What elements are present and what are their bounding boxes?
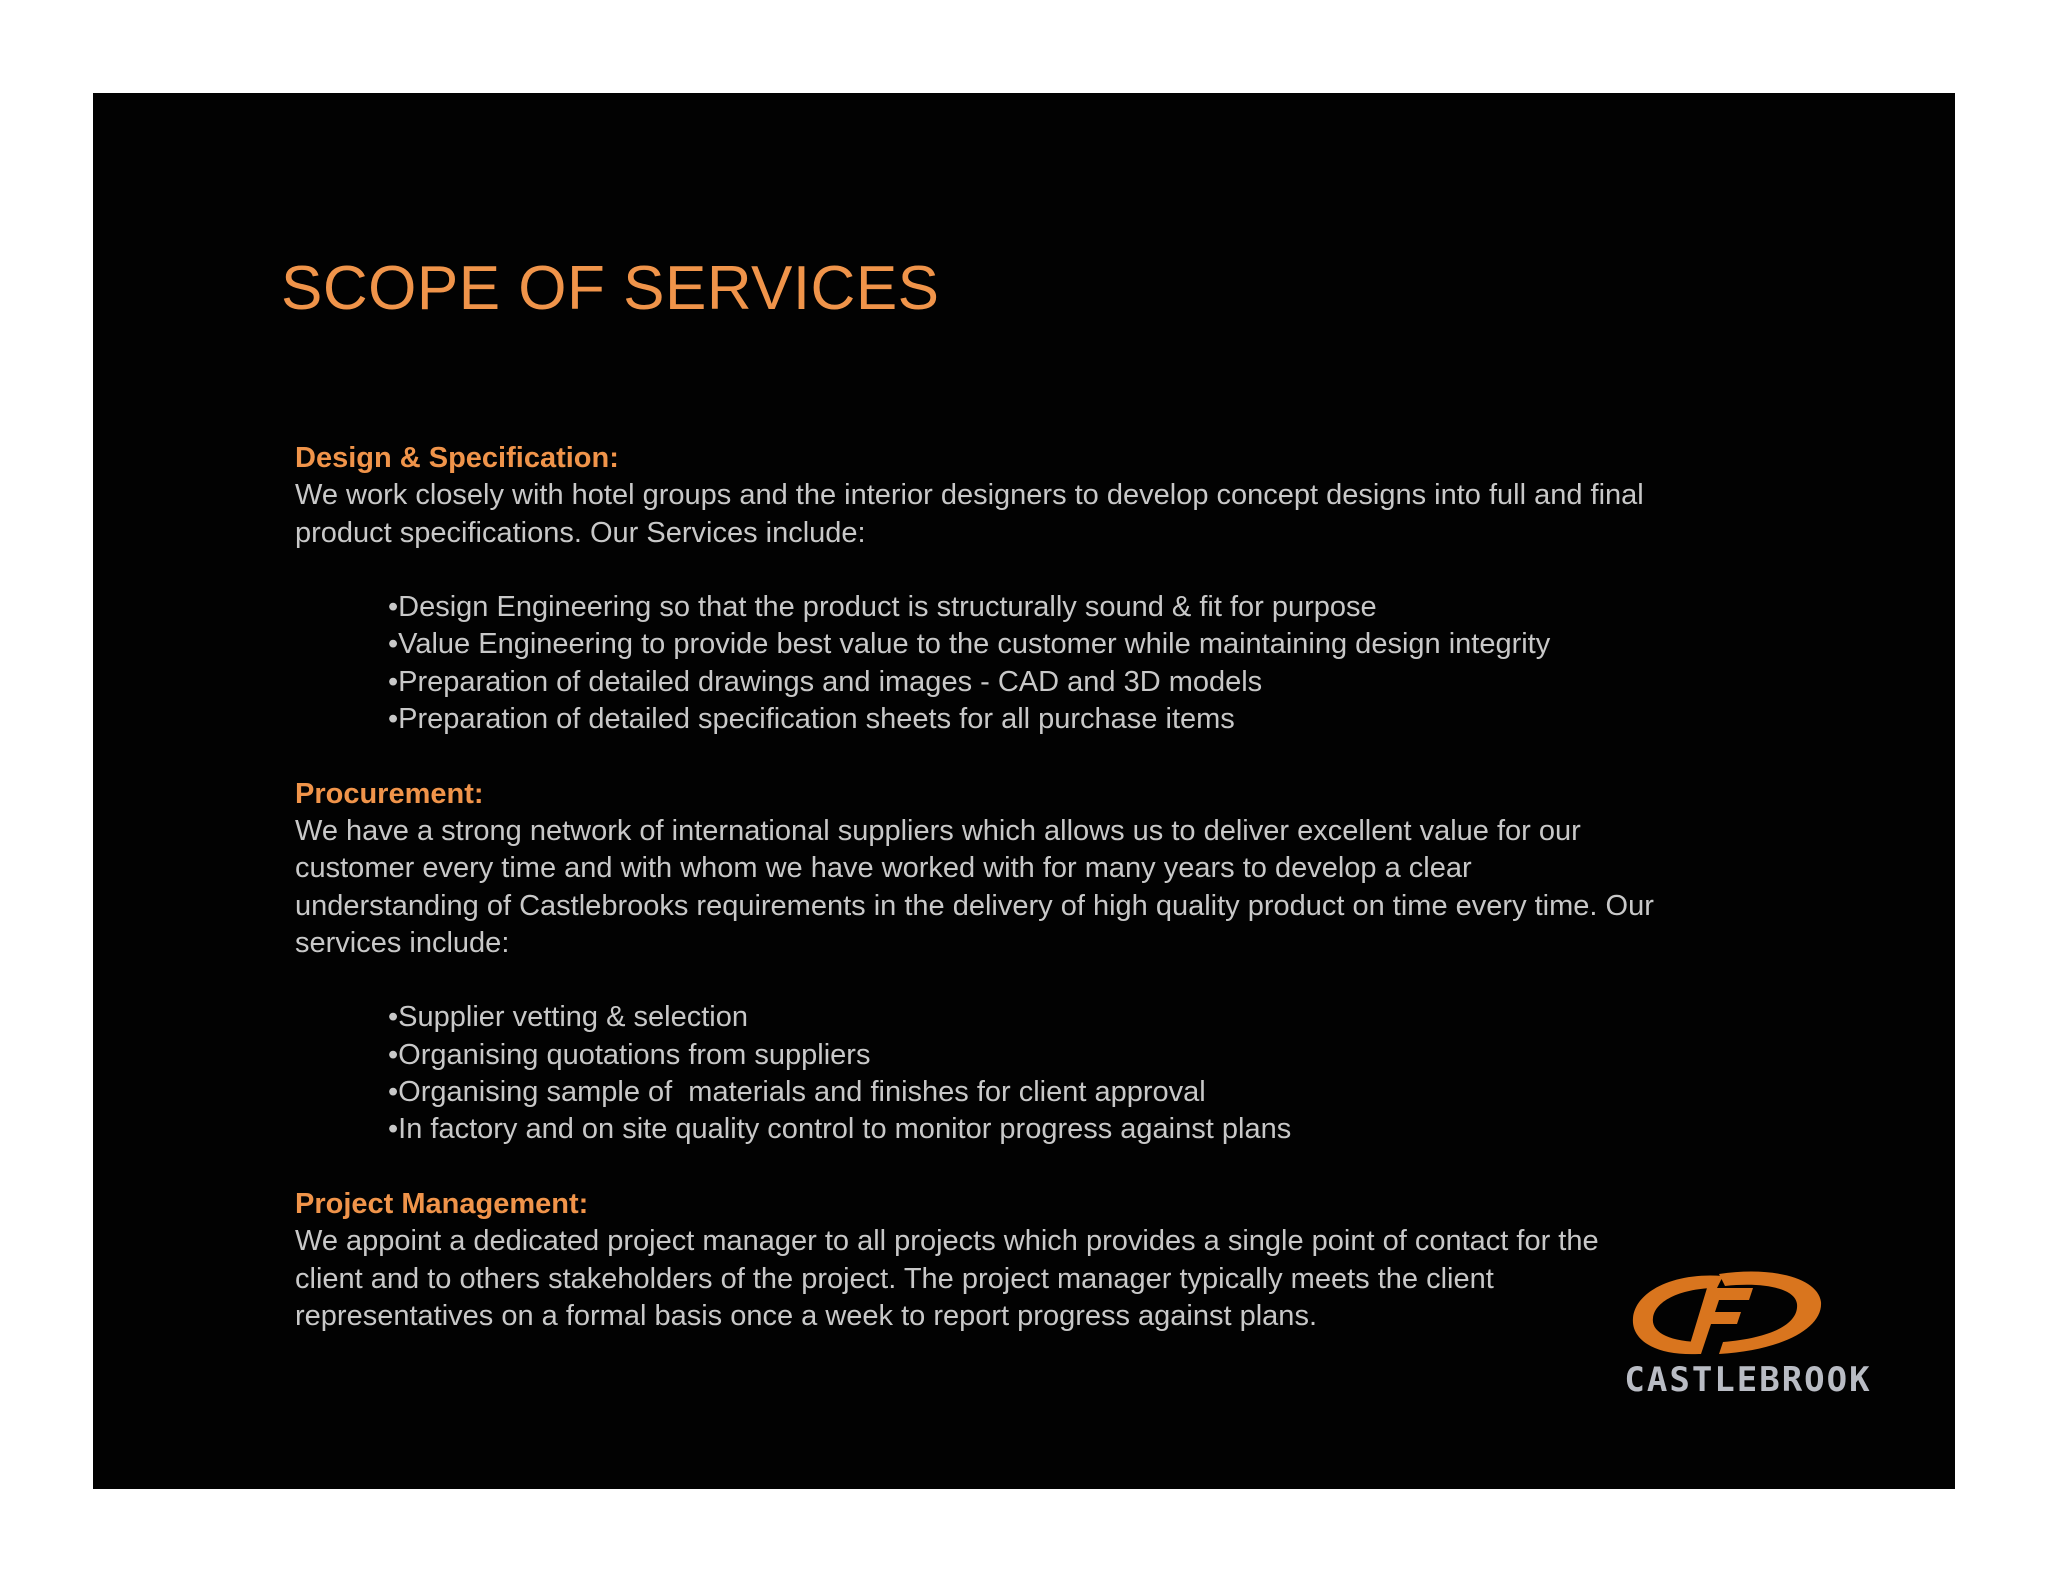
section-text-line: representatives on a formal basis once a week to report progress against plans. bbox=[295, 1299, 1317, 1332]
slide-body bbox=[295, 440, 1785, 1335]
bullet-icon: • bbox=[388, 591, 399, 624]
castlebrook-cf-logo-icon bbox=[1603, 1258, 1893, 1363]
bullet-icon: • bbox=[388, 665, 399, 698]
list-item: •Organising quotations from suppliers bbox=[388, 1038, 871, 1071]
bullet-icon: • bbox=[388, 1113, 399, 1146]
bullet-icon: • bbox=[388, 1038, 399, 1071]
page-title: SCOPE OF SERVICES bbox=[281, 254, 940, 323]
bullet-icon: • bbox=[388, 1001, 399, 1034]
list-item: •Preparation of detailed drawings and images - CAD and 3D models bbox=[388, 665, 1263, 698]
section-text-line: product specifications. Our Services include: bbox=[295, 516, 866, 549]
list-item: •Organising sample of materials and finishes for client approval bbox=[388, 1076, 1206, 1109]
bullet-icon: • bbox=[388, 628, 399, 661]
logo-wordmark: CASTLEBROOK bbox=[1624, 1360, 1872, 1400]
list-item: •Value Engineering to provide best value to the customer while maintaining design integrity bbox=[388, 628, 1551, 661]
section-heading-procurement: Procurement: bbox=[295, 777, 484, 810]
section-text-line: customer every time and with whom we have worked with for many years to develop a clear bbox=[295, 852, 1472, 885]
bullet-icon: • bbox=[388, 1076, 399, 1109]
section-heading-design: Design & Specification: bbox=[295, 442, 619, 474]
bullet-list-procurement bbox=[295, 999, 1785, 1148]
list-item: •Design Engineering so that the product is structurally sound & fit for purpose bbox=[388, 591, 1377, 624]
list-item: •Preparation of detailed specification sheets for all purchase items bbox=[388, 703, 1235, 736]
list-item: •In factory and on site quality control to monitor progress against plans bbox=[388, 1113, 1292, 1146]
section-text-line: We work closely with hotel groups and the interior designers to develop concept designs into full and final bbox=[295, 479, 1644, 512]
section-text-line: We appoint a dedicated project manager to all projects which provides a single point of contact for the bbox=[295, 1225, 1599, 1258]
section-text-line: client and to others stakeholders of the project. The project manager typically meets the client bbox=[295, 1262, 1494, 1295]
section-text-line: We have a strong network of international suppliers which allows us to deliver excellent value for our bbox=[295, 814, 1581, 847]
slide bbox=[93, 93, 1955, 1489]
section-heading-project-management: Project Management: bbox=[295, 1187, 589, 1220]
bullet-list-design bbox=[295, 589, 1785, 738]
castlebrook-logo bbox=[1603, 1258, 1893, 1408]
section-text-line: understanding of Castlebrooks requirements in the delivery of high quality product on time every time. Our bbox=[295, 889, 1654, 922]
list-item: •Supplier vetting & selection bbox=[388, 1001, 748, 1034]
section-text-line: services include: bbox=[295, 926, 510, 959]
bullet-icon: • bbox=[388, 703, 399, 736]
